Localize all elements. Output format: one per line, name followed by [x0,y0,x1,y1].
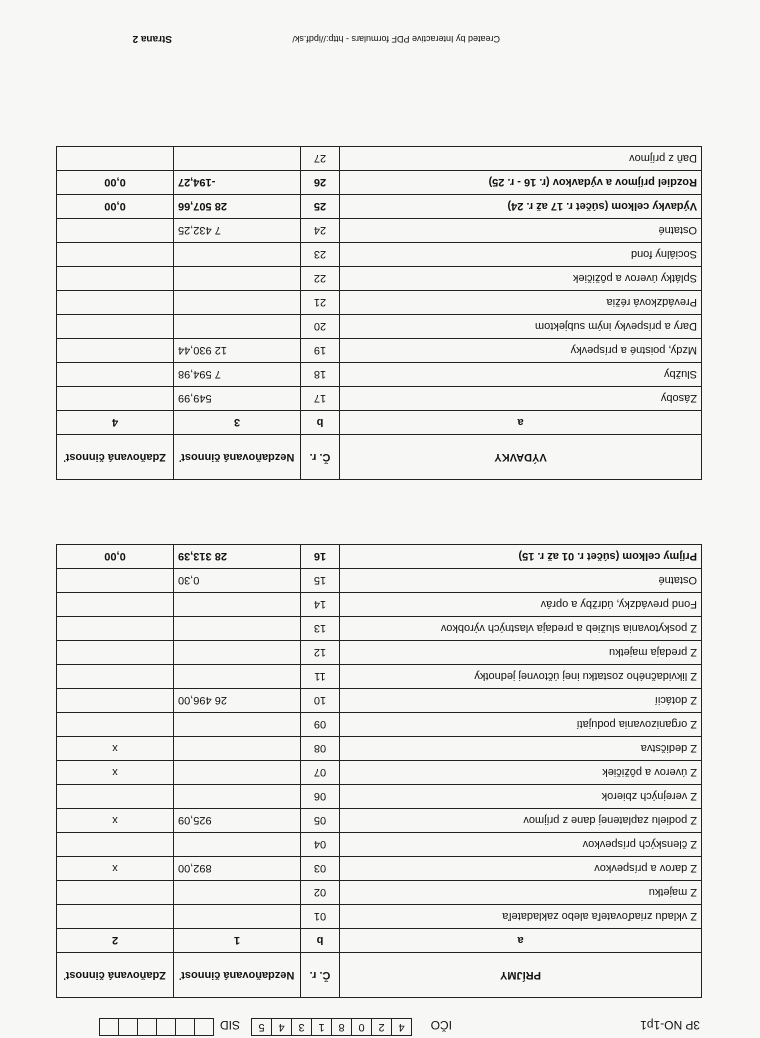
value-nezdanovana: 12 930,44 [174,339,301,363]
row-number: 16 [301,545,340,569]
value-nezdanovana [174,267,301,291]
value-zdanovana: x [57,737,174,761]
row-number: 11 [301,665,340,689]
row-number: 23 [301,243,340,267]
value-zdanovana [57,881,174,905]
value-zdanovana [57,665,174,689]
form-code: 3P NO-1p1 [640,1018,700,1032]
value-nezdanovana [174,905,301,929]
ico-digit: 4 [391,1018,412,1036]
value-zdanovana [57,617,174,641]
value-zdanovana: 0,00 [57,171,174,195]
table-row [57,387,702,411]
value-zdanovana [57,243,174,267]
subheader-1: 1 [174,929,301,953]
value-nezdanovana [174,147,301,171]
value-nezdanovana: 0,30 [174,569,301,593]
row-label: Z organizovania podujatí [340,713,702,737]
row-number: 20 [301,315,340,339]
sid-box [99,1018,119,1036]
table-row [57,195,702,219]
sid-box [118,1018,138,1036]
col-header-prijmy: PRÍJMY [340,953,702,998]
row-label: Z členských príspevkov [340,833,702,857]
row-number: 05 [301,809,340,833]
value-zdanovana: x [57,761,174,785]
value-nezdanovana: 892,00 [174,857,301,881]
row-label: Sociálny fond [340,243,702,267]
row-label: Rozdiel príjmov a výdavkov (r. 16 - r. 25) [340,171,702,195]
value-nezdanovana: 26 496,00 [174,689,301,713]
row-label: Z poskytovania služieb a predaja vlastných výrobkov [340,617,702,641]
creator-credit: Created by Interactive PDF formulars - http://ipdf.sk/ [292,34,500,44]
row-label: Prevádzková réžia [340,291,702,315]
table-row [57,689,702,713]
table-row [57,665,702,689]
col-header-zdanovana: Zdaňovaná činnosť [57,435,174,480]
value-zdanovana [57,689,174,713]
col-header-vydavky: VÝDAVKY [340,435,702,480]
value-nezdanovana [174,761,301,785]
ico-digit: 5 [251,1018,272,1036]
value-zdanovana [57,905,174,929]
table-row [57,713,702,737]
table-row [57,267,702,291]
value-nezdanovana: 549,99 [174,387,301,411]
row-label: Dary a príspevky iným subjektom [340,315,702,339]
value-nezdanovana [174,617,301,641]
row-number: 03 [301,857,340,881]
form-header-strip [80,1014,700,1036]
row-label: Z likvidačného zostatku inej účtovnej jednotky [340,665,702,689]
ico-digit: 0 [351,1018,372,1036]
table-row [57,905,702,929]
table-row [57,761,702,785]
subheader-3: 3 [174,411,301,435]
table-row [57,857,702,881]
value-zdanovana [57,339,174,363]
vydavky-table [56,146,702,480]
row-label: Z dotácií [340,689,702,713]
col-header-row-number: Č. r. [301,435,340,480]
value-nezdanovana [174,315,301,339]
value-zdanovana [57,833,174,857]
value-zdanovana [57,641,174,665]
row-label: Ostatné [340,219,702,243]
value-nezdanovana: -194,27 [174,171,301,195]
value-nezdanovana [174,833,301,857]
value-zdanovana [57,593,174,617]
row-number: 13 [301,617,340,641]
subheader-4: 4 [57,411,174,435]
row-label: Z verejných zbierok [340,785,702,809]
sid-box [137,1018,157,1036]
table-row [57,243,702,267]
subheader-b: b [301,929,340,953]
value-nezdanovana [174,665,301,689]
subheader-2: 2 [57,929,174,953]
ico-digit: 3 [291,1018,312,1036]
ico-label: IČO [430,1018,452,1032]
sid-label: SID [219,1018,240,1032]
value-zdanovana: x [57,809,174,833]
value-nezdanovana [174,641,301,665]
table-row [57,641,702,665]
row-number: 17 [301,387,340,411]
row-label: Ostatné [340,569,702,593]
value-nezdanovana: 7 594,98 [174,363,301,387]
value-nezdanovana [174,593,301,617]
table-row [57,315,702,339]
value-nezdanovana [174,243,301,267]
prijmy-subheader-row [57,929,702,953]
table-row [57,171,702,195]
row-number: 10 [301,689,340,713]
sid-box [175,1018,195,1036]
row-number: 18 [301,363,340,387]
col-header-nezdanovana: Nezdaňovaná činnosť [174,435,301,480]
row-label: Z predaja majetku [340,641,702,665]
value-zdanovana [57,147,174,171]
row-label: Mzdy, poistné a príspevky [340,339,702,363]
table-row [57,339,702,363]
row-label: Z darov a príspevkov [340,857,702,881]
row-label: Z dedičstva [340,737,702,761]
prijmy-table [56,544,702,998]
ico-digit: 8 [331,1018,352,1036]
row-number: 07 [301,761,340,785]
row-label: Z úverov a pôžičiek [340,761,702,785]
value-zdanovana [57,569,174,593]
row-number: 06 [301,785,340,809]
prijmy-header-row [57,953,702,998]
ico-digit-boxes [252,1018,412,1036]
value-zdanovana [57,363,174,387]
table-row [57,569,702,593]
value-nezdanovana [174,291,301,315]
sid-box [156,1018,176,1036]
row-number: 12 [301,641,340,665]
ico-digit: 1 [311,1018,332,1036]
table-row [57,881,702,905]
row-label: Fond prevádzky, údržby a opráv [340,593,702,617]
row-number: 01 [301,905,340,929]
col-header-zdanovana: Zdaňovaná činnosť [57,953,174,998]
row-number: 08 [301,737,340,761]
subheader-b: b [301,411,340,435]
row-label: Z majetku [340,881,702,905]
table-row [57,809,702,833]
row-number: 24 [301,219,340,243]
value-nezdanovana [174,881,301,905]
col-header-row-number: Č. r. [301,953,340,998]
table-row [57,363,702,387]
table-row [57,147,702,171]
value-nezdanovana: 28 507,66 [174,195,301,219]
row-number: 02 [301,881,340,905]
value-zdanovana: x [57,857,174,881]
row-number: 25 [301,195,340,219]
table-row [57,291,702,315]
sid-boxes [100,1018,214,1036]
sid-box [194,1018,214,1036]
ico-digit: 4 [271,1018,292,1036]
row-label: Výdavky celkom (súčet r. 17 až r. 24) [340,195,702,219]
row-number: 04 [301,833,340,857]
value-nezdanovana: 7 432,25 [174,219,301,243]
subheader-a: a [340,929,702,953]
value-nezdanovana: 28 313,39 [174,545,301,569]
subheader-a: a [340,411,702,435]
row-label: Z vkladu zriaďovateľa alebo zakladateľa [340,905,702,929]
value-zdanovana: 0,00 [57,195,174,219]
row-label: Splátky úverov a pôžičiek [340,267,702,291]
value-nezdanovana [174,785,301,809]
row-number: 14 [301,593,340,617]
row-number: 27 [301,147,340,171]
row-number: 15 [301,569,340,593]
table-row [57,545,702,569]
row-number: 19 [301,339,340,363]
row-number: 09 [301,713,340,737]
page-number: Strana 2 [132,33,172,44]
value-nezdanovana [174,713,301,737]
value-zdanovana [57,785,174,809]
prijmy-body [57,545,702,929]
value-zdanovana [57,315,174,339]
table-row [57,737,702,761]
vydavky-header-row [57,435,702,480]
row-label: Zásoby [340,387,702,411]
table-row [57,219,702,243]
row-number: 26 [301,171,340,195]
value-nezdanovana: 925,09 [174,809,301,833]
value-zdanovana [57,387,174,411]
value-zdanovana: 0,00 [57,545,174,569]
table-row [57,785,702,809]
col-header-nezdanovana: Nezdaňovaná činnosť [174,953,301,998]
row-label: Z podielu zaplatenej dane z príjmov [340,809,702,833]
table-row [57,833,702,857]
value-nezdanovana [174,737,301,761]
vydavky-body [57,147,702,411]
value-zdanovana [57,291,174,315]
table-row [57,593,702,617]
value-zdanovana [57,267,174,291]
row-label: Daň z príjmov [340,147,702,171]
row-label: Príjmy celkom (súčet r. 01 až r. 15) [340,545,702,569]
row-label: Služby [340,363,702,387]
ico-digit: 2 [371,1018,392,1036]
vydavky-subheader-row [57,411,702,435]
row-number: 22 [301,267,340,291]
value-zdanovana [57,713,174,737]
value-zdanovana [57,219,174,243]
table-row [57,617,702,641]
row-number: 21 [301,291,340,315]
